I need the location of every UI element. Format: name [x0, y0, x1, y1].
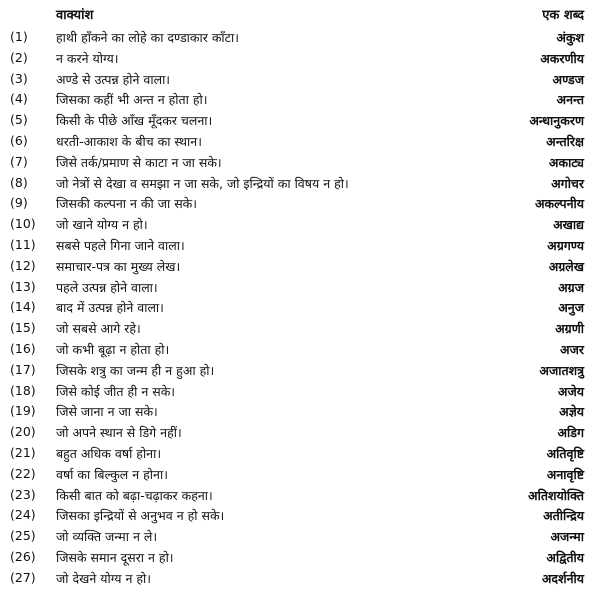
phrase-list [0, 27, 602, 589]
item-one-word: अजातशत्रु [539, 362, 584, 378]
header-word-label: एक शब्द [542, 8, 584, 23]
list-item [0, 69, 602, 90]
item-number: (27) [10, 569, 36, 585]
item-number: (3) [10, 70, 28, 86]
item-one-word: अतीन्द्रिय [543, 508, 584, 524]
item-phrase: अण्डे से उत्पन्न होने वाला। [56, 71, 171, 87]
item-number: (19) [10, 403, 36, 419]
item-number: (7) [10, 153, 28, 169]
item-one-word: अग्रलेख [548, 258, 584, 274]
item-number: (5) [10, 112, 28, 128]
list-item [0, 318, 602, 339]
item-one-word: अकल्पनीय [534, 196, 584, 212]
item-phrase: जो व्यक्ति जन्मा न ले। [56, 529, 158, 545]
list-item [0, 193, 602, 214]
item-phrase: किसी के पीछे आँख मूँदकर चलना। [56, 113, 213, 129]
item-number: (22) [10, 465, 36, 481]
list-item [0, 381, 602, 402]
item-one-word: अजन्मा [550, 529, 584, 545]
list-item [0, 505, 602, 526]
item-one-word: अन्तरिक्ष [546, 133, 584, 149]
item-number: (18) [10, 382, 36, 398]
list-item [0, 256, 602, 277]
item-phrase: जिसके समान दूसरा न हो। [56, 549, 174, 565]
item-one-word: अगोचर [551, 175, 584, 191]
item-number: (17) [10, 361, 36, 377]
table-header [0, 2, 602, 24]
item-one-word: अजेय [557, 383, 584, 399]
item-phrase: न करने योग्य। [56, 50, 119, 66]
item-number: (25) [10, 528, 36, 544]
item-number: (16) [10, 340, 36, 356]
list-item [0, 131, 602, 152]
list-item [0, 152, 602, 173]
item-number: (2) [10, 49, 28, 65]
item-number: (1) [10, 29, 28, 44]
item-one-word: अतिवृष्टि [546, 445, 584, 461]
item-phrase: जिसके शत्रु का जन्म ही न हुआ हो। [56, 362, 215, 378]
item-phrase: किसी बात को बढ़ा-चढ़ाकर कहना। [56, 487, 213, 503]
item-number: (15) [10, 320, 36, 336]
item-one-word: अनावृष्टि [546, 466, 584, 482]
item-phrase: बहुत अधिक वर्षा होना। [56, 445, 162, 461]
item-number: (24) [10, 507, 36, 523]
item-phrase: जो अपने स्थान से डिगे नहीं। [56, 425, 182, 441]
list-item [0, 485, 602, 506]
item-phrase: जिसका इन्द्रियों से अनुभव न हो सके। [56, 508, 225, 524]
item-one-word: अनन्त [556, 92, 584, 108]
item-one-word: अदर्शनीय [541, 570, 584, 586]
item-phrase: जिसे कोई जीत ही न सके। [56, 383, 176, 399]
item-phrase: जिसे तर्क/प्रमाण से काटा न जा सके। [56, 154, 222, 170]
item-phrase: जिसकी कल्पना न की जा सके। [56, 196, 197, 212]
item-one-word: अंकुश [556, 30, 584, 45]
item-number: (21) [10, 444, 36, 460]
item-one-word: अण्डज [552, 71, 584, 87]
list-item [0, 277, 602, 298]
list-item [0, 443, 602, 464]
list-item [0, 568, 602, 589]
list-item [0, 110, 602, 131]
list-item [0, 48, 602, 69]
item-phrase: समाचार-पत्र का मुख्य लेख। [56, 258, 181, 274]
header-phrase-label: वाक्यांश [56, 8, 94, 23]
item-one-word: अखाद्य [553, 217, 584, 233]
item-one-word: अकरणीय [540, 50, 584, 66]
item-one-word: अनुज [558, 300, 584, 316]
item-one-word: अग्रगण्य [547, 237, 584, 253]
item-number: (4) [10, 91, 28, 107]
item-one-word: अन्धानुकरण [529, 113, 584, 129]
item-number: (12) [10, 257, 36, 273]
list-item [0, 27, 602, 48]
list-item [0, 339, 602, 360]
item-number: (14) [10, 299, 36, 315]
item-number: (8) [10, 174, 28, 190]
item-one-word: अग्रणी [555, 321, 584, 337]
list-item [0, 422, 602, 443]
item-phrase: हाथी हाँकने का लोहे का दण्डाकार काँटा। [56, 30, 239, 45]
list-item [0, 297, 602, 318]
item-phrase: जो सबसे आगे रहे। [56, 321, 141, 337]
item-number: (26) [10, 548, 36, 564]
item-one-word: अकाट्य [548, 154, 584, 170]
item-number: (6) [10, 132, 28, 148]
item-one-word: अग्रज [558, 279, 584, 295]
item-one-word: अजर [560, 341, 584, 357]
item-one-word: अज्ञेय [559, 404, 584, 420]
list-item [0, 526, 602, 547]
item-phrase: जो देखने योग्य न हो। [56, 570, 152, 586]
item-one-word: अडिग [557, 425, 584, 441]
item-number: (23) [10, 486, 36, 502]
item-phrase: बाद में उत्पन्न होने वाला। [56, 300, 164, 316]
item-number: (20) [10, 424, 36, 440]
item-phrase: पहले उत्पन्न होने वाला। [56, 279, 158, 295]
item-number: (9) [10, 195, 28, 211]
item-one-word: अतिशयोक्ति [528, 487, 584, 503]
item-one-word: अद्वितीय [546, 549, 584, 565]
list-item [0, 360, 602, 381]
list-item [0, 214, 602, 235]
list-item [0, 464, 602, 485]
item-phrase: जो कभी बूढ़ा न होता हो। [56, 341, 170, 357]
item-number: (10) [10, 216, 36, 232]
list-item [0, 173, 602, 194]
item-phrase: जो नेत्रों से देखा व समझा न जा सके, जो इन्द्रियों का विषय न हो। [56, 175, 349, 191]
item-number: (13) [10, 278, 36, 294]
item-number: (11) [10, 236, 36, 252]
list-item [0, 235, 602, 256]
list-item [0, 89, 602, 110]
list-item [0, 401, 602, 422]
item-phrase: जो खाने योग्य न हो। [56, 217, 148, 233]
item-phrase: जिसका कहीं भी अन्त न होता हो। [56, 92, 208, 108]
item-phrase: जिसे जाना न जा सके। [56, 404, 158, 420]
item-phrase: वर्षा का बिल्कुल न होना। [56, 466, 168, 482]
item-phrase: धरती-आकाश के बीच का स्थान। [56, 133, 202, 149]
item-phrase: सबसे पहले गिना जाने वाला। [56, 237, 185, 253]
list-item [0, 547, 602, 568]
